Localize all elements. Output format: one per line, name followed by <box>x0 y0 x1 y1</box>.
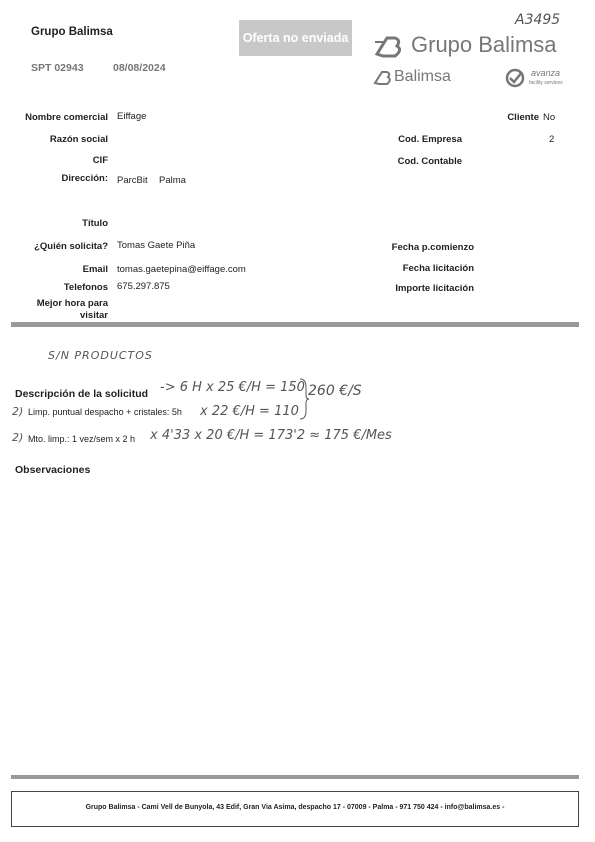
label-mejor-hora-line1: Mejor hora para <box>36 298 108 309</box>
section-divider-bottom <box>11 775 579 779</box>
handwritten-calc-3: x 4'33 x 20 €/H = 173'2 ≈ 175 €/Mes <box>150 428 392 443</box>
logo-main-text: Grupo Balimsa <box>411 32 557 57</box>
balimsa-small-logo-icon <box>372 69 394 87</box>
corner-handwritten-note: A3495 <box>515 12 561 28</box>
handwritten-brace <box>298 377 310 421</box>
handwritten-number-2: 2) <box>12 431 24 444</box>
balimsa-logo <box>372 68 472 90</box>
avanza-check-icon <box>505 68 525 88</box>
status-badge: Oferta no enviada <box>239 20 352 56</box>
handwritten-productos-note: S/N PRODUCTOS <box>48 349 153 362</box>
label-quien-solicita: ¿Quién solicita? <box>34 241 108 252</box>
value-email: tomas.gaetepina@eiffage.com <box>117 264 246 275</box>
solicitud-title: Descripción de la solicitud <box>15 388 149 400</box>
label-nombre-comercial: Nombre comercial <box>25 112 108 123</box>
solicitud-line-2: Mto. limp.: 1 vez/sem x 2 h <box>28 434 136 444</box>
reference-date: 08/08/2024 <box>113 62 166 74</box>
logo-sub2-tagline: facility services <box>529 80 563 86</box>
value-direccion-1: ParcBit <box>117 175 148 186</box>
avanza-logo <box>505 66 575 92</box>
footer-address: Grupo Balimsa - Cami Vell de Bunyola, 43 Edif, Gran Via Asima, despacho 17 - 07009 - Palma - 971 750 424 - info@balimsa.es - <box>85 804 505 811</box>
logo-sub2-text: avanza <box>531 68 561 78</box>
label-mejor-hora-line2: visitar <box>80 310 108 321</box>
logo-sub1-text: Balimsa <box>394 68 451 85</box>
value-cod-empresa: 2 <box>549 134 555 145</box>
balimsa-logo-icon <box>373 34 405 60</box>
company-name: Grupo Balimsa <box>31 26 113 38</box>
label-razon-social: Razón social <box>49 134 108 145</box>
label-importe-licitacion: Importe licitación <box>395 283 474 294</box>
grupo-balimsa-logo <box>373 32 573 60</box>
label-cod-empresa: Cod. Empresa <box>398 134 462 145</box>
label-fecha-licitacion: Fecha licitación <box>402 263 474 274</box>
section-divider-top <box>11 322 579 327</box>
label-titulo: Título <box>82 218 108 229</box>
handwritten-total-1: 260 €/S <box>308 383 362 399</box>
value-nombre-comercial: Eiffage <box>117 111 147 122</box>
label-email: Email <box>82 264 108 275</box>
label-mejor-hora <box>37 298 108 322</box>
label-cif: CIF <box>92 155 108 166</box>
label-cliente: Cliente <box>507 112 539 123</box>
reference-number: SPT 02943 <box>31 62 84 74</box>
value-direccion-2: Palma <box>159 175 186 186</box>
handwritten-calc-2: x 22 €/H = 110 <box>200 404 299 419</box>
value-telefonos: 675.297.875 <box>117 281 170 292</box>
solicitud-line-1: Limp. puntual despacho + cristales: 5h <box>28 407 182 417</box>
handwritten-number-1: 2) <box>12 405 24 418</box>
label-telefonos: Telefonos <box>63 282 108 293</box>
observaciones-title: Observaciones <box>15 464 91 476</box>
label-fecha-comienzo: Fecha p.comienzo <box>391 242 474 253</box>
label-cod-contable: Cod. Contable <box>397 156 462 167</box>
value-cliente: No <box>543 112 556 123</box>
handwritten-calc-1: -> 6 H x 25 €/H = 150 <box>160 380 305 395</box>
value-quien-solicita: Tomas Gaete Piña <box>117 240 196 251</box>
footer-box <box>11 791 579 827</box>
label-direccion: Dirección: <box>61 173 108 184</box>
